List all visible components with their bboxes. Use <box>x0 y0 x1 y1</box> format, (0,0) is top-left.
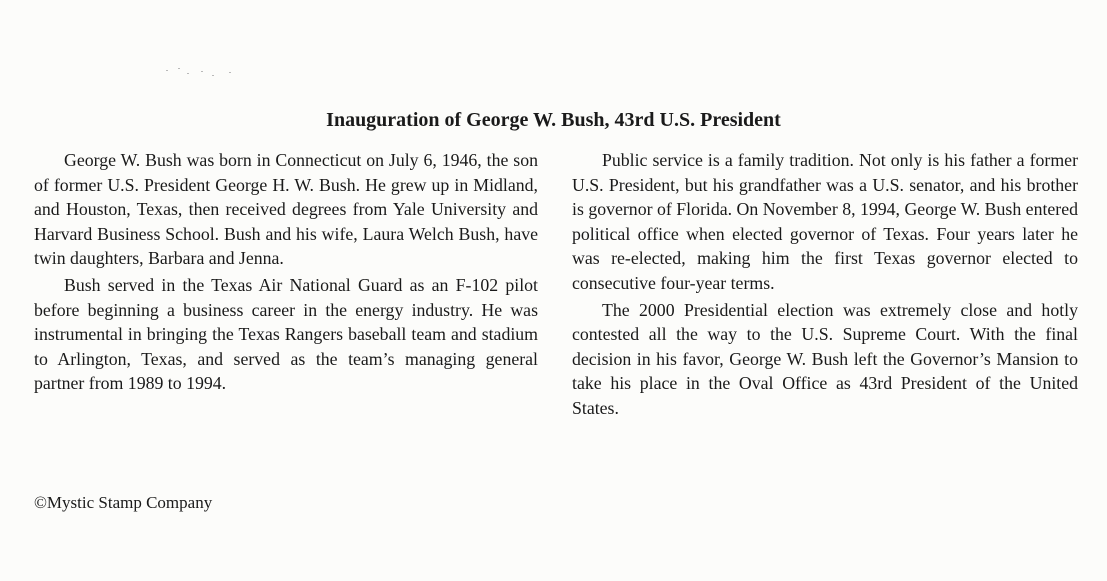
left-paragraph-1: George W. Bush was born in Connecticut on July 6, 1946, the son of former U.S. President George H. W. Bush. He grew up in Midland, and Houston, Texas, then received degrees from Yale University and Harvard Business School. Bush and his wife, Laura Welch Bush, have twin daughters, Barbara and Jenna. <box>34 150 538 269</box>
speck <box>166 70 168 71</box>
left-paragraph-2: Bush served in the Texas Air National Guard as an F-102 pilot before beginning a business career in the energy industry. He was instrumental in bringing the Texas Rangers baseball team and stadium to Arlington, Texas, and served as the team’s managing general partner from 1989 to 1994. <box>34 274 538 394</box>
speck <box>178 68 180 69</box>
speck <box>187 73 189 74</box>
speck <box>229 72 231 73</box>
copyright-notice: ©Mystic Stamp Company <box>34 493 213 512</box>
speck <box>212 75 214 76</box>
paper-specks <box>160 66 240 80</box>
right-column <box>572 148 1078 423</box>
document-title: Inauguration of George W. Bush, 43rd U.S. President <box>326 109 781 131</box>
left-column <box>34 148 538 398</box>
right-paragraph-2: The 2000 Presidential election was extremely close and hotly contested all the way to the U.S. Supreme Court. With the final decision in his favor, George W. Bush left the Governor’s Mansion to take his place in the Oval Office as 43rd President of the United States. <box>572 299 1078 418</box>
speck <box>201 71 203 72</box>
right-paragraph-1: Public service is a family tradition. Not only is his father a former U.S. President, but his grandfather was a U.S. senator, and his brother is governor of Florida. On November 8, 1994, George W. Bush entered political office when elected governor of Texas. Four years later he was re-elected, making him the first Texas governor elected to consecutive four-year terms. <box>572 150 1078 293</box>
